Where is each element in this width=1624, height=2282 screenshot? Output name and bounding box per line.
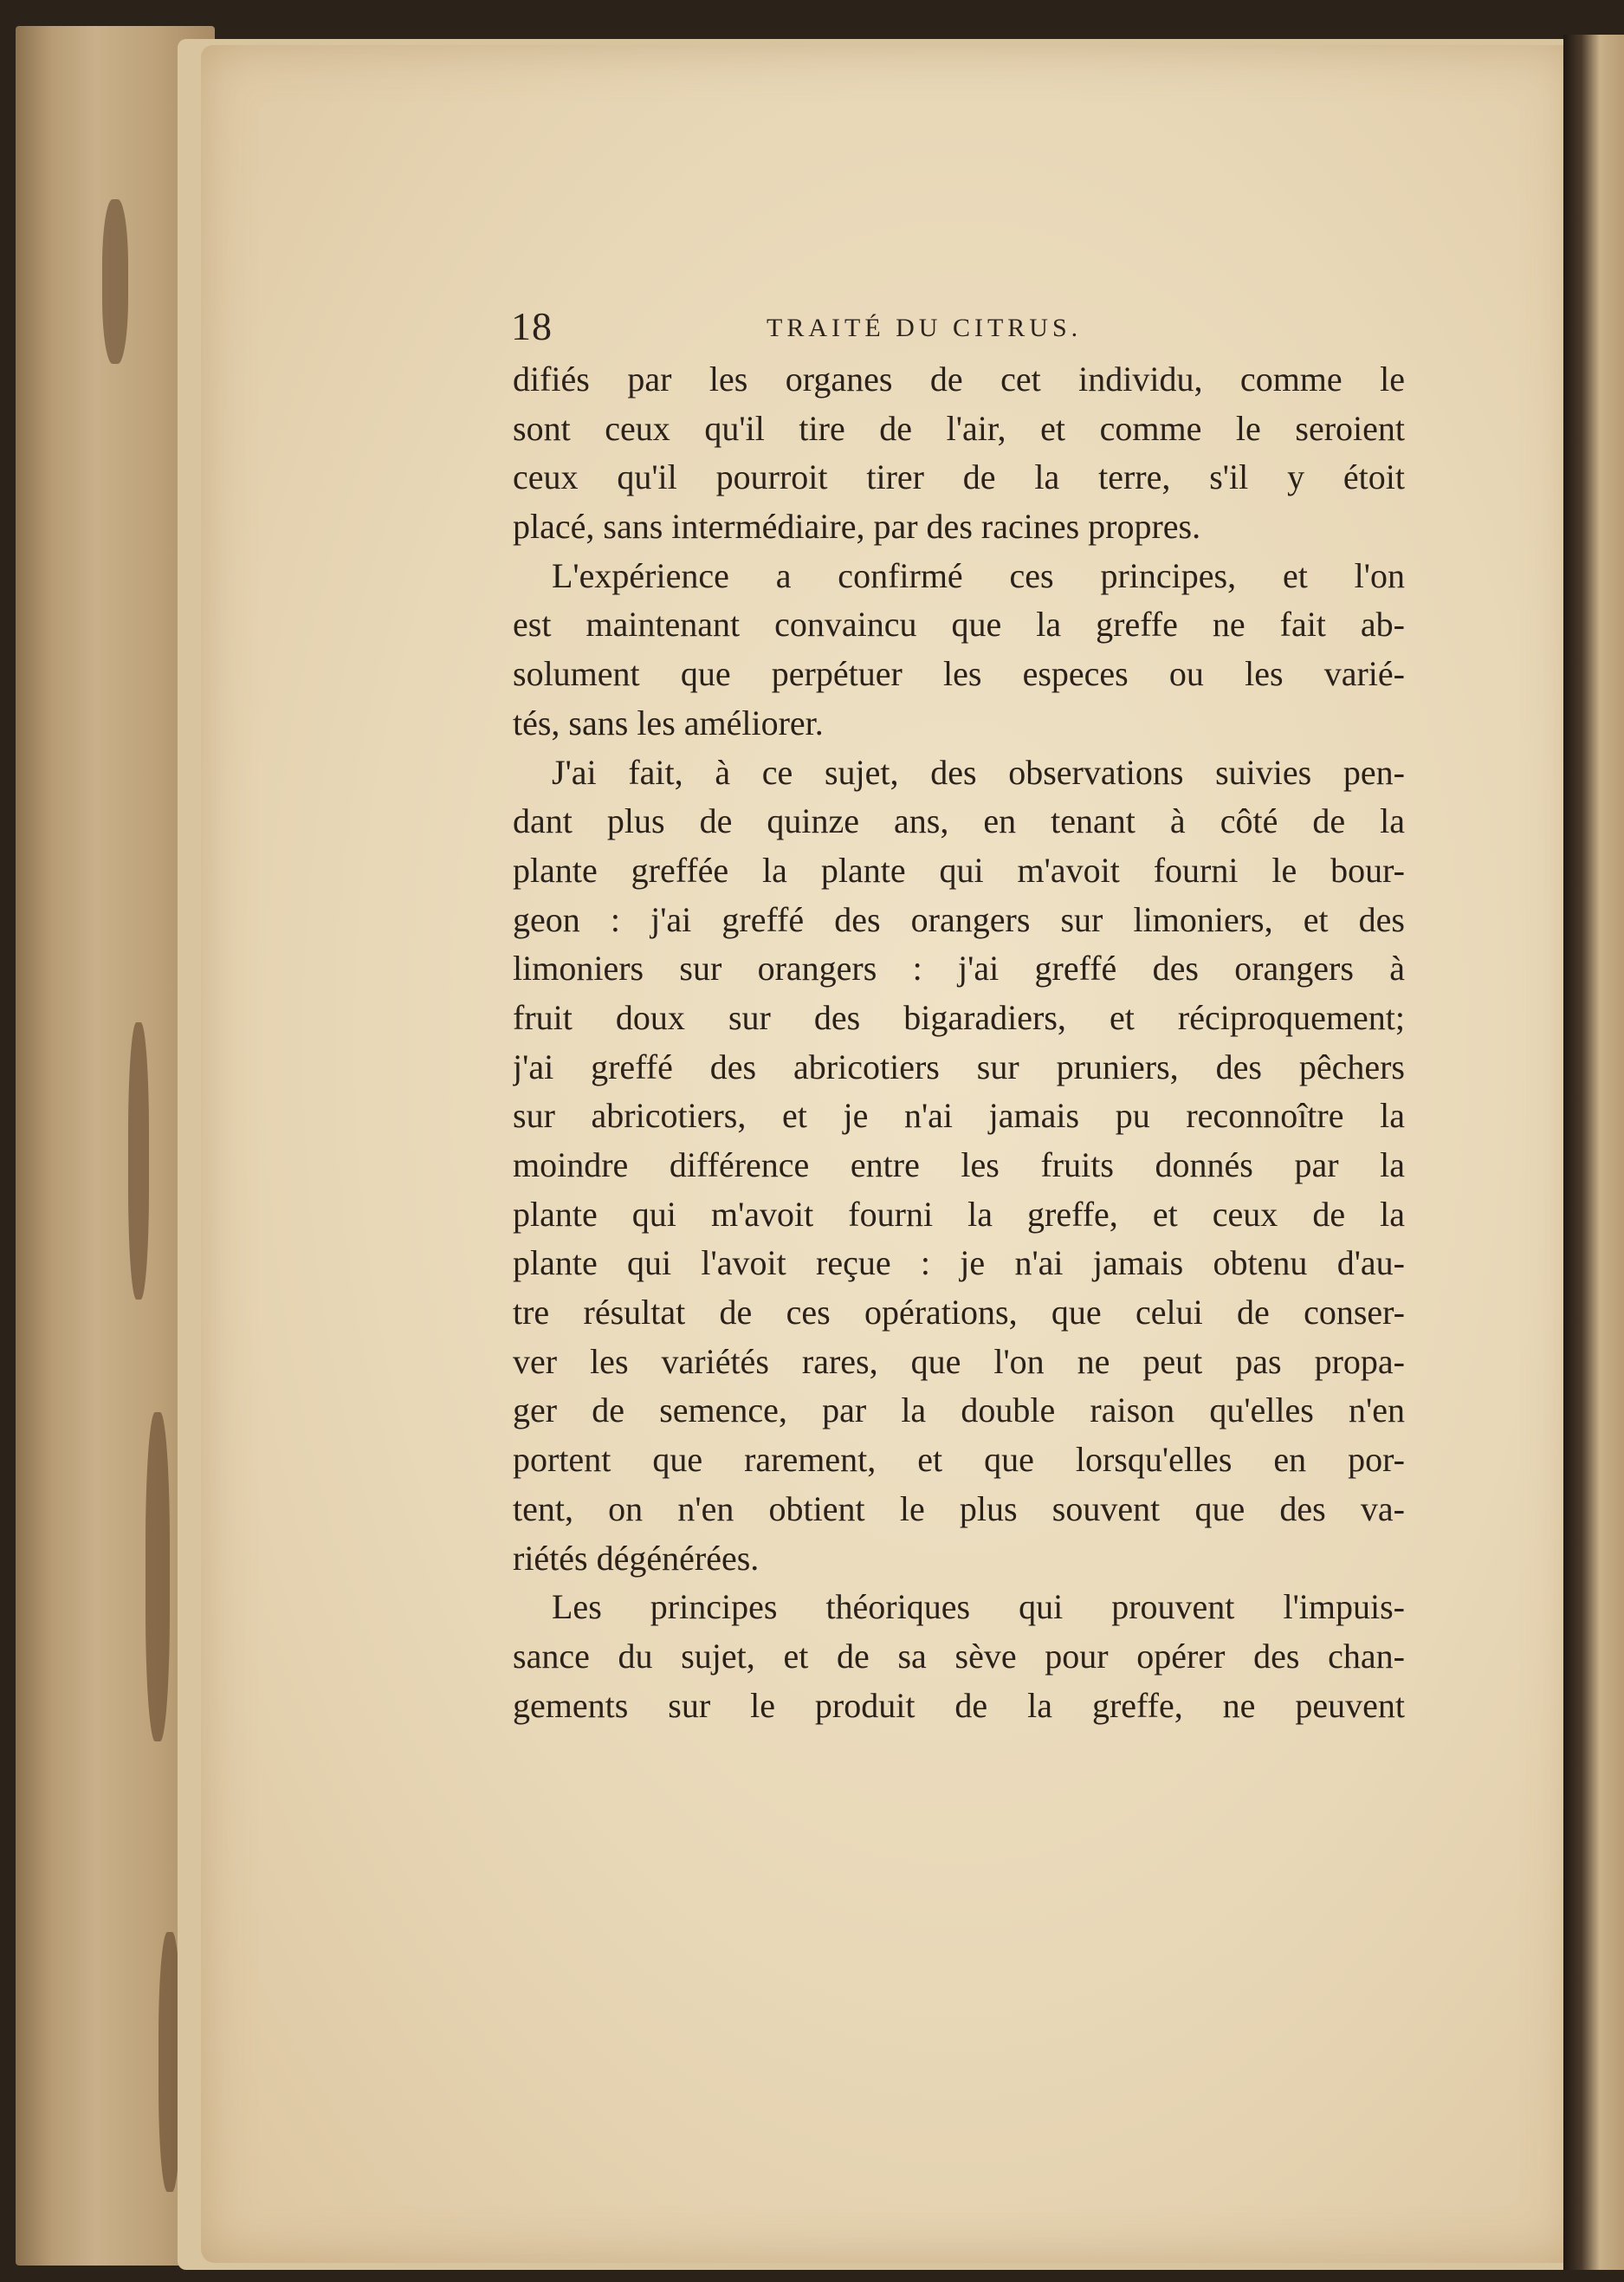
text-line: tre résultat de ces opérations, que celui de conser- [513,1293,1405,1332]
text-line: difiés par les organes de cet individu, comme le [513,360,1405,399]
text-line: tés, sans les améliorer. [513,703,824,742]
text-line: sur abricotiers, et je n'ai jamais pu reconnoître la [513,1096,1405,1136]
text-line: moindre différence entre les fruits donnés par la [513,1145,1405,1184]
text-line: limoniers sur orangers : j'ai greffé des orangers à [513,949,1405,989]
text-line: sont ceux qu'il tire de l'air, et comme le seroient [513,408,1405,448]
text-line: dant plus de quinze ans, en tenant à côté de la [513,801,1405,841]
text-line: plante qui m'avoit fourni la greffe, et ceux de la [513,1194,1405,1234]
text-line: est maintenant convaincu que la greffe ne fait ab- [513,605,1405,645]
text-line: fruit doux sur des bigaradiers, et réciproquement; [513,997,1405,1037]
page-header [511,303,1412,355]
text-line: Les principes théoriques qui prouvent l'impuis- [552,1587,1405,1627]
text-line: solument que perpétuer les especes ou les varié- [513,654,1405,694]
text-line: placé, sans intermédiaire, par des racines propres. [513,507,1201,547]
text-line: ceux qu'il pourroit tirer de la terre, s'il y étoit [513,457,1405,497]
text-line: plante greffée la plante qui m'avoit fourni le bour- [513,850,1405,890]
text-line: gements sur le produit de la greffe, ne peuvent [513,1685,1405,1725]
body-text [513,355,1405,1730]
text-line: geon : j'ai greffé des orangers sur limoniers, et des [513,899,1405,939]
text-line: j'ai greffé des abricotiers sur pruniers, des pêchers [513,1047,1405,1086]
spine-stain [102,199,128,364]
text-line: tent, on n'en obtient le plus souvent que des va- [513,1488,1405,1528]
text-line: riétés dégénérées. [513,1538,760,1578]
running-title: TRAITÉ DU CITRUS. [767,314,1083,342]
spine-stain [128,1022,149,1300]
text-line: J'ai fait, à ce sujet, des observations suivies pen- [552,752,1405,792]
text-line: L'expérience a confirmé ces principes, et l'on [552,555,1405,595]
page-number: 18 [511,304,553,348]
facing-page-edge [1563,35,1624,2270]
spine-stain [146,1412,170,1741]
text-line: plante qui l'avoit reçue : je n'ai jamais obtenu d'au- [513,1243,1405,1283]
text-line: sance du sujet, et de sa sève pour opérer des chan- [513,1636,1405,1676]
text-line: ver les variétés rares, que l'on ne peut pas propa- [513,1341,1405,1381]
text-line: ger de semence, par la double raison qu'elles n'en [513,1391,1405,1430]
text-line: portent que rarement, et que lorsqu'elles en por- [513,1440,1405,1480]
